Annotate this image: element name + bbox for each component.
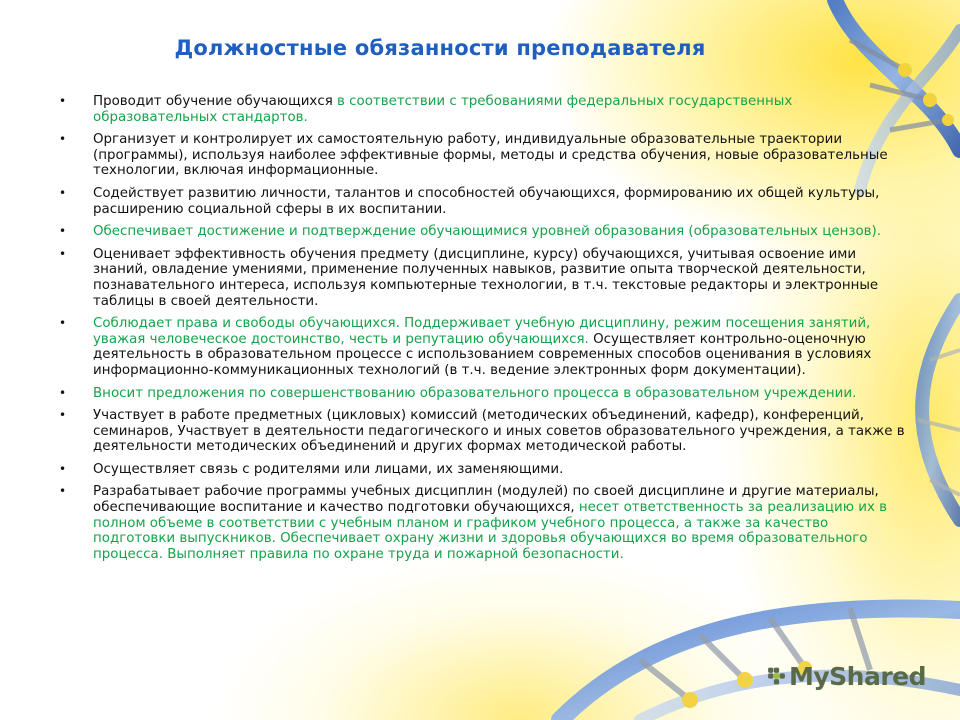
item-text-highlight: Обеспечивает достижение и подтверждение обучающимися уровней образования (образовательных цензов).	[93, 224, 882, 240]
list-item	[55, 386, 905, 402]
item-text: Оценивает эффективность обучения предмету (дисциплине, курсу) обучающихся, учитывая освоение ими знаний, овладение умениями, применение полученных навыков, развитие опыта творческой деятельности, познавательного интереса, используя компьютерные технологии, в т.ч. текстовые редакторы и электронные таблицы в своей деятельности.	[93, 246, 879, 309]
list-item	[55, 462, 905, 478]
bullet-icon: •	[59, 246, 67, 261]
item-text-highlight: Соблюдает права и свободы обучающихся. Поддерживает учебную дисциплину, режим посещения занятий, уважая человеческое достоинство, честь и репутацию обучающихся.	[93, 316, 871, 347]
myshared-watermark[interactable]	[766, 656, 926, 696]
bullet-icon: •	[59, 185, 67, 200]
item-text: Проводит обучение обучающихся	[93, 94, 338, 109]
myshared-logo-icon	[766, 657, 787, 695]
item-text: Осуществляет контрольно-оценочную деятельность в образовательном процессе с использованием современных способов оценивания в условиях информационно-коммуникационных технологий (в т.ч. ведение электронных форм документации).	[93, 331, 872, 378]
item-text-highlight: Вносит предложения по совершенствованию образовательного процесса в образовательном учреждении.	[93, 385, 857, 401]
bullet-icon: •	[59, 316, 67, 331]
list-item	[55, 316, 905, 378]
list-item	[55, 186, 905, 217]
list-item	[55, 247, 905, 309]
item-text-highlight: несет ответственность за реализацию их в полном объеме в соответствии с учебным планом и графиком учебного процесса, а также за качество подготовки выпускников. Обеспечивает охрану жизни и здоровья обучающихся во время образовательного процесса. Выполняет правила по охране труда и пожарной безопасности.	[93, 500, 888, 562]
slide-title: Должностные обязанности преподавателя	[174, 36, 706, 60]
item-text: Разрабатывает рабочие программы учебных дисциплин (модулей) по своей дисциплине и другие материалы, обеспечивающие воспитание и качество подготовки обучающихся,	[93, 484, 879, 516]
myshared-wordmark: MyShared	[788, 661, 926, 691]
duties-list	[55, 94, 905, 569]
list-item	[55, 224, 905, 240]
bullet-icon: •	[59, 132, 67, 147]
list-item	[55, 94, 905, 125]
item-text: Участвует в работе предметных (цикловых) комиссий (методических объединений, кафедр), конференций, семинаров, Участвует в деятельности педагогического и иных советов образовательного учреждения, а также в деятельности методических объединений и других формах методической работы.	[93, 408, 905, 455]
bullet-icon: •	[59, 408, 67, 423]
item-text: Осуществляет связь с родителями или лицами, их заменяющими.	[93, 461, 564, 477]
item-text-highlight: в соответствии с требованиями федеральных государственных образовательных стандартов.	[93, 94, 793, 125]
bullet-icon: •	[59, 484, 67, 499]
bullet-icon: •	[59, 94, 67, 108]
item-text: Организует и контролирует их самостоятельную работу, индивидуальные образовательные траектории (программы), используя наиболее эффективные формы, методы и средства обучения, новые образовательные технологии, включая информационные.	[93, 132, 888, 179]
bullet-icon: •	[59, 385, 67, 400]
list-item	[55, 484, 905, 562]
bullet-icon: •	[59, 224, 67, 239]
list-item	[55, 408, 905, 455]
item-text: Содействует развитию личности, талантов и способностей обучающихся, формированию их общей культуры, расширению социальной сферы в их воспитании.	[93, 185, 880, 217]
list-item	[55, 132, 905, 179]
bullet-icon: •	[59, 461, 67, 476]
